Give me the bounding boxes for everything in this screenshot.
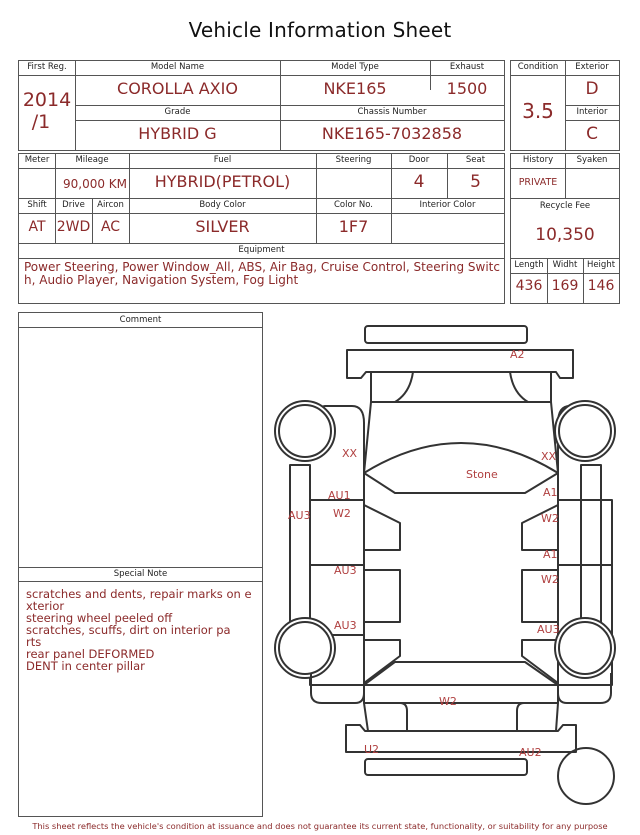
- damage-right-rear-quarter: AU3: [537, 623, 560, 636]
- model-name-label: Model Name: [150, 62, 205, 72]
- left-sill: [290, 465, 310, 630]
- exhaust-label: Exhaust: [449, 62, 485, 72]
- right-front-door: [558, 500, 612, 565]
- damage-left-rear-quarter: AU3: [334, 619, 357, 632]
- page-title: Vehicle Information Sheet: [188, 18, 452, 42]
- chassis-number-label: Chassis Number: [357, 107, 427, 117]
- damage-left-sill: AU3: [288, 509, 311, 522]
- special-note-line: scratches and dents, repair marks on e: [26, 587, 252, 601]
- width-value: 169: [551, 278, 579, 294]
- rear-bumper-bar: [365, 759, 527, 775]
- interior-grade: C: [586, 124, 598, 144]
- damage-right-rear-door-1: A1: [543, 548, 558, 561]
- history-panel: [510, 153, 620, 304]
- exterior-grade: D: [585, 79, 599, 99]
- aircon-label: Aircon: [97, 200, 124, 210]
- left-rear-window: [364, 570, 400, 622]
- trunk-lid: [364, 685, 558, 703]
- condition-label: Condition: [517, 62, 559, 72]
- rear-fender-left: [311, 673, 364, 703]
- width-label: Widht: [552, 260, 578, 270]
- special-note-line: rts: [26, 635, 42, 649]
- steering-label: Steering: [335, 155, 372, 165]
- front-left-wheel: [275, 401, 335, 461]
- recycle-fee-label: Recycle Fee: [539, 201, 591, 211]
- recycle-fee-value: 10,350: [535, 225, 595, 245]
- drive-label: Drive: [62, 200, 85, 210]
- damage-front-left-fender: XX: [342, 447, 358, 460]
- door-label: Door: [408, 155, 430, 165]
- color-no-label: Color No.: [333, 200, 373, 210]
- damage-left-front-door-1: AU1: [328, 489, 351, 502]
- damage-right-front-door-2: W2: [541, 512, 559, 525]
- model-type-label: Model Type: [331, 62, 379, 72]
- front-bumper: [347, 350, 573, 378]
- car-damage-diagram: [270, 318, 630, 818]
- history-label: History: [522, 155, 554, 165]
- mileage-label: Mileage: [75, 155, 109, 165]
- special-note-list: [26, 588, 258, 672]
- special-note-line: DENT in center pillar: [26, 659, 145, 673]
- interior-color-label: Interior Color: [419, 200, 476, 210]
- damage-windshield: Stone: [466, 468, 498, 481]
- length-value: 436: [515, 278, 543, 294]
- rear-right-wheel: [555, 618, 615, 678]
- seat-value: 5: [470, 172, 481, 192]
- model-type-value: NKE165: [323, 79, 387, 98]
- height-label: Height: [586, 260, 616, 270]
- height-value: 146: [587, 278, 615, 294]
- interior-label: Interior: [576, 107, 608, 117]
- equipment-list: Power Steering, Power Window_All, ABS, Air Bag, Cruise Control, Steering Switch, Audio Player, Navigation System, Fog Light: [24, 260, 500, 287]
- damage-left-front-door-2: W2: [333, 507, 351, 520]
- mileage-value: 90,000 KM: [62, 177, 128, 191]
- damage-front-right-fender: XX: [541, 450, 557, 463]
- comment-panel: [18, 312, 263, 817]
- disclaimer-footer: This sheet reflects the vehicle's condition at issuance and does not guarantee its current state, functionality, or suitability for any purpose: [32, 821, 608, 831]
- chassis-number-value: NKE165-7032858: [321, 124, 463, 143]
- special-note-line: steering wheel peeled off: [26, 611, 173, 625]
- headlight-right: [510, 372, 528, 402]
- special-note-line: rear panel DEFORMED: [26, 647, 155, 661]
- damage-right-rear-door-2: W2: [541, 573, 559, 586]
- body-color-value: SILVER: [195, 217, 250, 236]
- history-value: PRIVATE: [518, 177, 558, 188]
- spare-tire: [558, 748, 614, 804]
- body-color-label: Body Color: [199, 200, 246, 210]
- damage-left-rear-door: AU3: [334, 564, 357, 577]
- condition-panel: [510, 60, 620, 151]
- aircon-value: AC: [100, 219, 121, 235]
- trunk-lower: [364, 703, 558, 731]
- syaken-label: Syaken: [576, 155, 608, 165]
- door-value: 4: [413, 172, 425, 192]
- drive-value: 2WD: [56, 219, 91, 235]
- fuel-label: Fuel: [213, 155, 232, 165]
- left-front-window: [364, 505, 400, 550]
- roof-front-left: [364, 473, 558, 493]
- headlight-left: [395, 372, 413, 402]
- grade-label: Grade: [164, 107, 191, 117]
- seat-label: Seat: [465, 155, 486, 165]
- exterior-label: Exterior: [575, 62, 609, 72]
- first-reg-year: 2014: [22, 89, 72, 111]
- taillight-right: [517, 703, 556, 731]
- grade-value: HYBRID G: [138, 124, 217, 143]
- special-note-line: scratches, scuffs, dirt on interior pa: [26, 623, 231, 637]
- right-quarter-window: [522, 640, 558, 683]
- fuel-value: HYBRID(PETROL): [154, 172, 291, 191]
- special-note-line: xterior: [26, 599, 65, 613]
- damage-rear-bumper-right: AU2: [519, 746, 542, 759]
- damage-front-bumper: A2: [510, 348, 525, 361]
- shift-label: Shift: [27, 200, 47, 210]
- windshield: [364, 443, 558, 473]
- first-reg-month: /1: [31, 111, 51, 133]
- model-name-value: COROLLA AXIO: [117, 79, 238, 98]
- condition-score: 3.5: [522, 99, 554, 123]
- specs-panel: [18, 153, 505, 304]
- rear-window: [364, 662, 558, 685]
- front-grille-bar: [365, 326, 527, 343]
- meter-label: Meter: [24, 155, 50, 165]
- exhaust-value: 1500: [446, 79, 488, 98]
- color-no-value: 1F7: [338, 217, 369, 236]
- special-note-label: Special Note: [113, 569, 168, 579]
- a-pillar-left: [364, 402, 371, 473]
- damage-trunk: W2: [439, 695, 457, 708]
- first-reg-label: First Reg.: [27, 62, 67, 72]
- equipment-label: Equipment: [238, 245, 285, 255]
- front-right-wheel: [555, 401, 615, 461]
- damage-right-front-door-1: A1: [543, 486, 558, 499]
- right-sill: [581, 465, 601, 630]
- shift-value: AT: [28, 219, 46, 235]
- taillight-left: [368, 703, 407, 731]
- main-info-panel: [18, 60, 505, 151]
- rear-left-wheel: [275, 618, 335, 678]
- length-label: Length: [514, 260, 544, 270]
- comment-label: Comment: [119, 315, 162, 325]
- damage-rear-bumper-left: U2: [364, 743, 380, 756]
- hood: [371, 372, 551, 402]
